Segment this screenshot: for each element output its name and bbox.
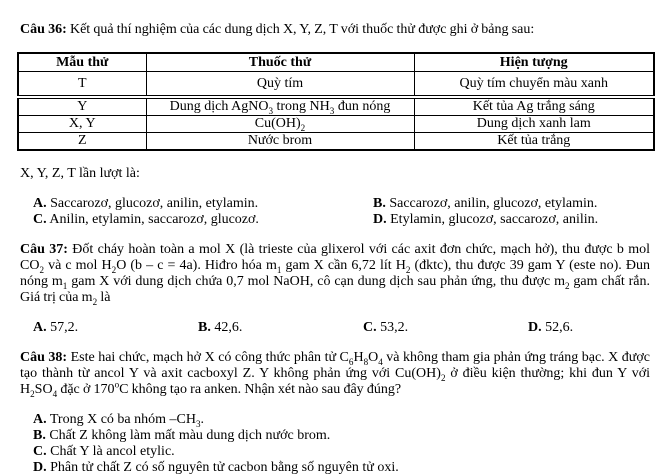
cell-reagent: $Cu(OH)_2$ [146, 116, 414, 133]
cell-reagent: Nước brom [146, 133, 414, 151]
option-c [33, 212, 373, 228]
column-header-sample: Mẫu thử [18, 53, 146, 72]
option-text: Saccarozơ, glucozơ, anilin, etylamin. [50, 196, 259, 211]
question-36-prompt: X, Y, Z, T lần lượt là: [20, 166, 140, 181]
question-36-stem [20, 22, 650, 38]
option-label: D. [373, 212, 387, 227]
cell-result: Quỳ tím chuyển màu xanh [414, 72, 654, 98]
column-header-phenomenon: Hiện tượng [414, 53, 654, 72]
option-label: D. [33, 460, 47, 475]
option-text: 52,6. [545, 320, 574, 335]
option-a [33, 196, 373, 212]
table-row [18, 133, 654, 151]
option-text: Chất Y là ancol etylic. [50, 444, 175, 459]
option-text: Saccarozơ, anilin, glucozơ, etylamin. [389, 196, 598, 211]
option-c [20, 444, 650, 460]
question-text: Đốt cháy hoàn toàn a mol X (là trieste của glixerol với các axit đơn chức, mạch hở), thu được b mol $CO_2$ và c mol $H_2O$ (b – c = 4a). Hiđro hóa $m_1$ gam X cần 6,72 lít $H_2$ (đktc), thu được 39 gam Y (este no). Đun nóng $m_1$ gam X với dung dịch chứa 0,7 mol NaOH, cô cạn dung dịch sau phản ứng, thu được $m_2$ gam chất rắn. Giá trị của $m_2$ là [20, 242, 651, 307]
option-label: C. [363, 320, 377, 335]
question-number: Câu 37: [20, 242, 68, 257]
cell-result: Dung dịch xanh lam [414, 116, 654, 133]
cell-result: Kết tủa trắng [414, 133, 654, 151]
option-text: Anilin, etylamin, saccarozơ, glucozơ. [49, 212, 259, 227]
results-table [17, 52, 655, 151]
cell-sample: Y [18, 97, 146, 116]
cell-sample: T [18, 72, 146, 98]
question-37-options [20, 320, 650, 336]
option-c [363, 320, 528, 336]
question-36 [20, 22, 650, 228]
option-a [33, 320, 198, 336]
option-label: A. [33, 196, 47, 211]
question-number: Câu 36: [20, 22, 67, 37]
question-36-options [20, 196, 650, 228]
option-text: Phân tử chất Z có số nguyên tử cacbon bằng số nguyên tử oxi. [50, 460, 399, 475]
table-row [18, 116, 654, 133]
question-text: Kết quả thí nghiệm của các dung dịch X, Y, Z, T với thuốc thử được ghi ở bảng sau: [69, 22, 535, 37]
option-label: B. [33, 428, 46, 443]
option-b [20, 428, 650, 444]
question-37 [20, 242, 650, 336]
option-text: 42,6. [214, 320, 243, 335]
table-row [18, 72, 654, 98]
column-header-reagent: Thuốc thử [146, 53, 414, 72]
question-38 [20, 350, 650, 476]
cell-result: Kết tủa Ag trắng sáng [414, 97, 654, 116]
option-text: 53,2. [380, 320, 409, 335]
option-label: B. [198, 320, 211, 335]
question-text: Este hai chức, mạch hở X có công thức phân tử $C_6H_8O_4$ và không tham gia phản ứng tráng bạc. X được tạo thành từ ancol Y và axit cacboxyl Z. Y không phản ứng với $Cu(OH)_2$ ở điều kiện thường; khi đun Y với $H_2SO_4$ đặc ở 170$^o$C không tạo ra anken. Nhận xét nào sau đây đúng? [20, 350, 651, 399]
option-d [20, 460, 650, 476]
option-b [373, 196, 650, 212]
cell-sample: Z [18, 133, 146, 151]
table-row [18, 97, 654, 116]
option-text: Trong X có ba nhóm $-CH_3$. [49, 412, 205, 429]
cell-reagent: Dung dịch AgNO$_3$ trong $NH_3$ đun nóng [146, 97, 414, 116]
option-text: 57,2. [50, 320, 79, 335]
cell-reagent: Quỳ tím [146, 72, 414, 98]
option-label: A. [33, 320, 47, 335]
option-a [20, 412, 650, 428]
option-text: Etylamin, glucozơ, saccarozơ, anilin. [390, 212, 599, 227]
question-number: Câu 38: [20, 350, 68, 365]
option-label: C. [33, 212, 47, 227]
option-text: Chất Z không làm mất màu dung dịch nước brom. [49, 428, 331, 443]
option-d [528, 320, 650, 336]
option-label: B. [373, 196, 386, 211]
question-37-stem [20, 242, 650, 306]
option-label: C. [33, 444, 47, 459]
option-b [198, 320, 363, 336]
option-label: A. [33, 412, 47, 427]
table-header-row [18, 53, 654, 72]
option-label: D. [528, 320, 542, 335]
question-38-stem [20, 350, 650, 398]
option-d [373, 212, 650, 228]
cell-sample: X, Y [18, 116, 146, 133]
